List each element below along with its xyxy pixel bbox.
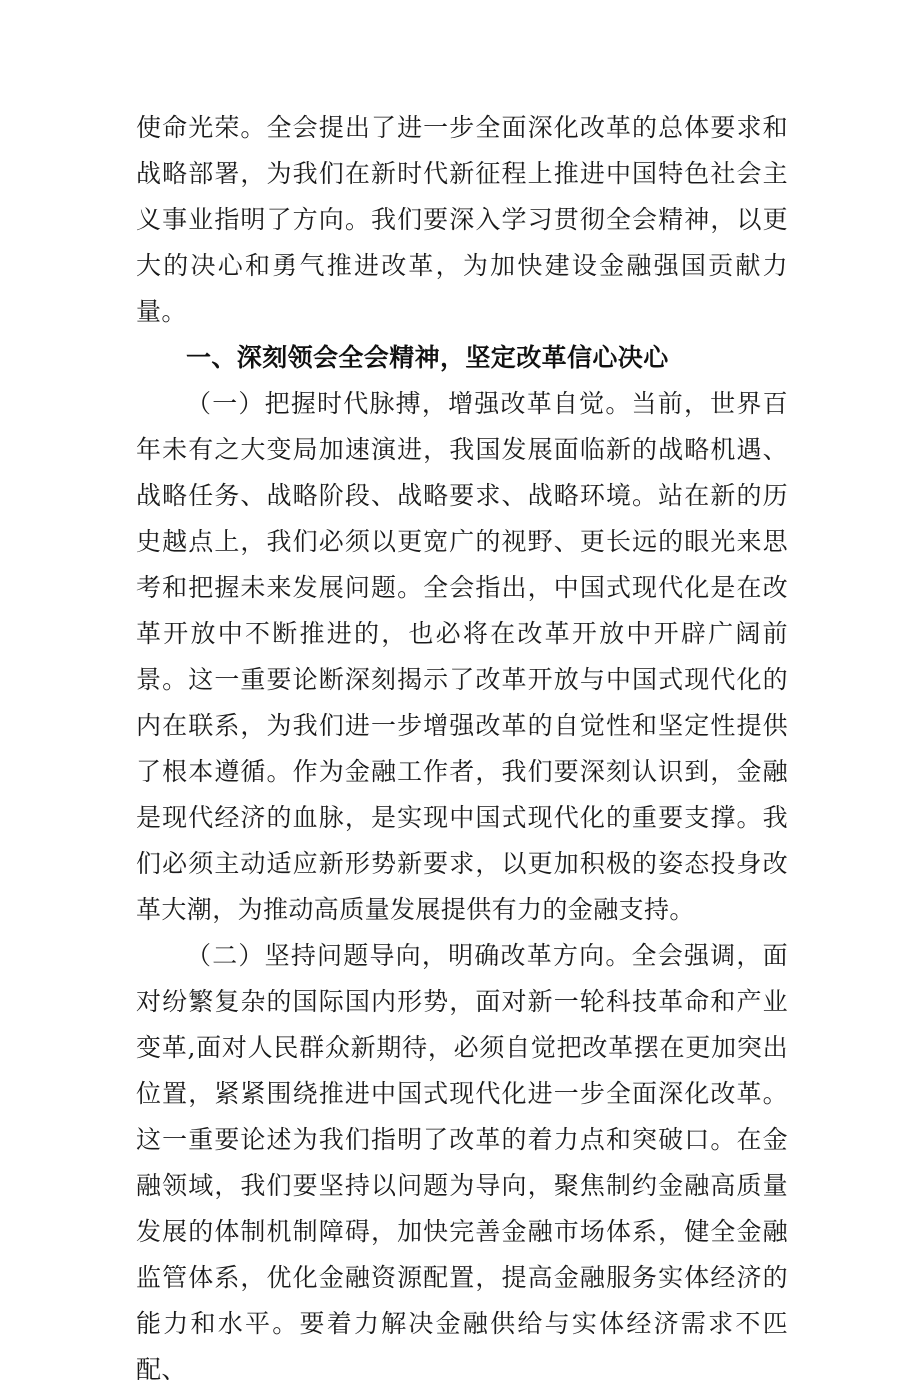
body-paragraph-2: （二）坚持问题导向，明确改革方向。全会强调，面对纷繁复杂的国际国内形势，面对新一轮科技革命和产业变革,面对人民群众新期待，必须自觉把改革摆在更加突出位置，紧紧围绕推进中国式现代化进一步全面深化改革。这一重要论述为我们指明了改革的着力点和突破口。在金融领域，我们要坚持以问题为导向，聚焦制约金融高质量发展的体制机制障碍，加快完善金融市场体系，健全金融监管体系，优化金融资源配置，提高金融服务实体经济的能力和水平。要着力解决金融供给与实体经济需求不匹配、: [136, 941, 788, 1384]
document-body: [136, 105, 788, 1393]
body-paragraph-intro: 使命光荣。全会提出了进一步全面深化改革的总体要求和战略部署，为我们在新时代新征程上推进中国特色社会主义事业指明了方向。我们要深入学习贯彻全会精神，以更大的决心和勇气推进改革，为加快建设金融强国贡献力量。: [136, 113, 788, 326]
section-heading-1: 一、深刻领会全会精神，坚定改革信心决心: [186, 343, 669, 372]
body-paragraph-1: （一）把握时代脉搏，增强改革自觉。当前，世界百年未有之大变局加速演进，我国发展面临新的战略机遇、战略任务、战略阶段、战略要求、战略环境。站在新的历史越点上，我们必须以更宽广的视野、更长远的眼光来思考和把握未来发展问题。全会指出，中国式现代化是在改革开放中不断推进的，也必将在改革开放中开辟广阔前景。这一重要论断深刻揭示了改革开放与中国式现代化的内在联系，为我们进一步增强改革的自觉性和坚定性提供了根本遵循。作为金融工作者，我们要深刻认识到，金融是现代经济的血脉，是实现中国式现代化的重要支撑。我们必须主动适应新形势新要求，以更加积极的姿态投身改革大潮，为推动高质量发展提供有力的金融支持。: [136, 389, 788, 924]
